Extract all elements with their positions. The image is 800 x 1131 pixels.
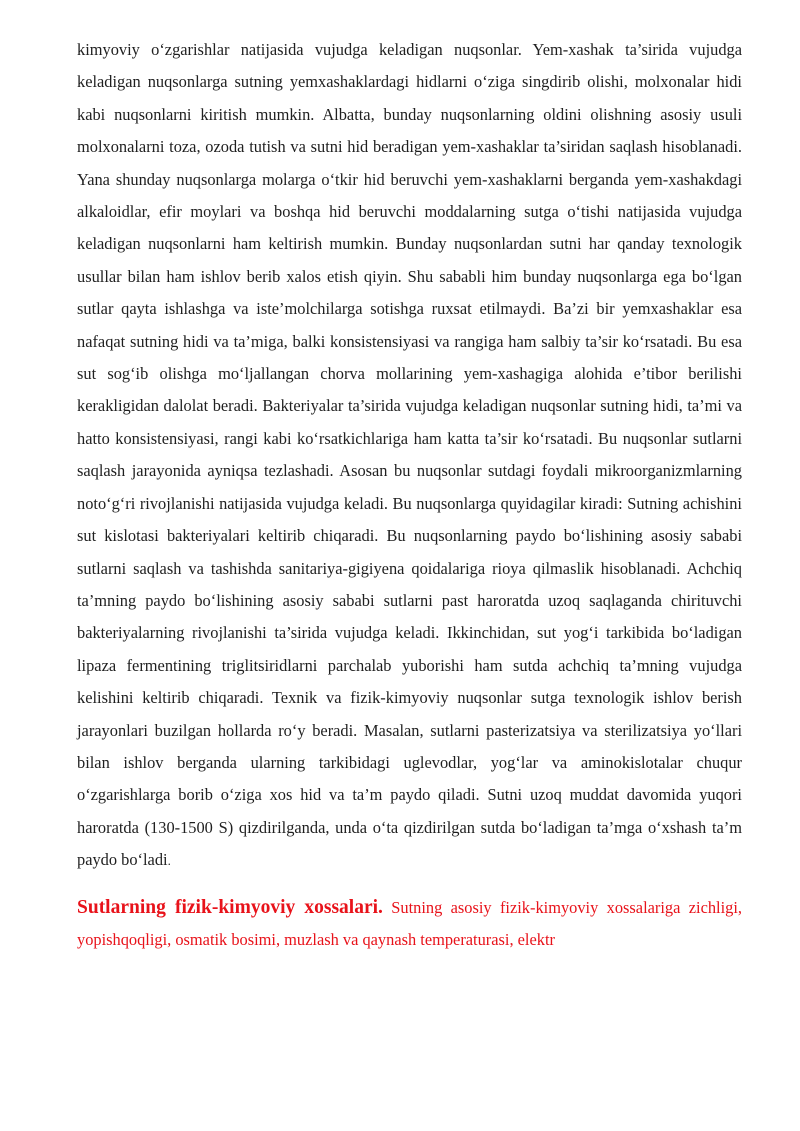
section-text: Sutning asosiy fizik-kimyoviy xossalariga zichligi, yopishqoqligi, osmatik bosimi, muzlash va qaynash temperaturasi, elektr xyxy=(77,897,742,949)
section-heading: Sutlarning fizik-kimyoviy xossalari. xyxy=(77,896,383,918)
section-paragraph xyxy=(77,892,742,957)
body-paragraph-text: kimyoviy o‘zgarishlar natijasida vujudga keladigan nuqsonlar. Yem-xashak ta’sirida vujudga keladigan nuqsonlarga sutning yemxashaklardagi hidlarni o‘ziga singdirib olishi, molxonalar hidi kabi nuqsonlarni kiritish mumkin. Albatta, bunday nuqsonlarning oldini olishning asosiy usuli molxonalarni toza, ozoda tutish va sutni hid beradigan yem-xashaklar ta’siridan saqlash hisoblanadi. Yana shunday nuqsonlarga molarga o‘tkir hid beruvchi yem-xashaklarni berganda yem-xashakdagi alkaloidlar, efir moylari va boshqa hid beruvchi moddalarning sutga o‘tishi natijasida vujudga keladigan nuqsonlarni ham keltirish mumkin. Bunday nuqsonlardan sutni har qanday texnologik usullar bilan ham ishlov berib xalos etish qiyin. Shu sababli him bunday nuqsonlarga ega bo‘lgan sutlar qayta ishlashga va iste’molchilarga sotishga ruxsat etilmaydi. Ba’zi bir yemxashaklar esa nafaqat sutning hidi va ta’miga, balki konsistensiyasi va rangiga ham salbiy ta’sir ko‘rsatadi. Bu esa sut sog‘ib olishga mo‘ljallangan chorva mollarining yem-xashagiga alohida e’tibor berilishi kerakligidan dalolat beradi. Bakteriyalar ta’sirida vujudga keladigan nuqsonlar sutning hidi, ta’mi va hatto konsistensiyasi, rangi kabi ko‘rsatkichlariga ham katta ta’sir ko‘rsatadi. Bu nuqsonlar sutlarni saqlash jarayonida ayniqsa tezlashadi. Asosan bu nuqsonlar sutdagi foydali mikroorganizmlarning noto‘g‘ri rivojlanishi natijasida vujudga keladi. Bu nuqsonlarga quyidagilar kiradi: Sutning achishini sut kislotasi bakteriyalari keltirib chiqaradi. Bu nuqsonlarning paydo bo‘lishining asosiy sababi sutlarni saqlash va tashishda sanitariya-gigiyena qoidalariga rioya qilmaslik hisoblanadi. Achchiq ta’mning paydo bo‘lishining asosiy sababi sutlarni past haroratda uzoq saqlaganda chirituvchi bakteriyalarning rivojlanishi ta’sirida vujudga keladi. Ikkinchidan, sut yog‘i tarkibida bo‘ladigan lipaza fermentining triglitsiridlarni parchalab yuborishi ham sutda achchiq ta’mning vujudga kelishini keltirib chiqaradi. Texnik va fizik-kimyoviy nuqsonlar sutga texnologik ishlov berish jarayonlari buzilgan hollarda ro‘y beradi. Masalan, sutlarni pasterizatsiya va sterilizatsiya yo‘llari bilan ishlov berganda ularning tarkibidagi uglevodlar, yog‘lar va aminokislotalar chuqur o‘zgarishlarga borib o‘ziga xos hid va ta’m paydo qiladi. Sutni uzoq muddat davomida yuqori haroratda (130-1500 S) qizdirilganda, unda o‘ta qizdirilgan sutda bo‘ladigan ta’mga o‘xshash ta’m paydo bo‘ladi xyxy=(77,40,742,870)
body-paragraph-end-mark: . xyxy=(167,853,171,869)
document-page xyxy=(77,34,742,956)
body-paragraph xyxy=(77,34,742,878)
